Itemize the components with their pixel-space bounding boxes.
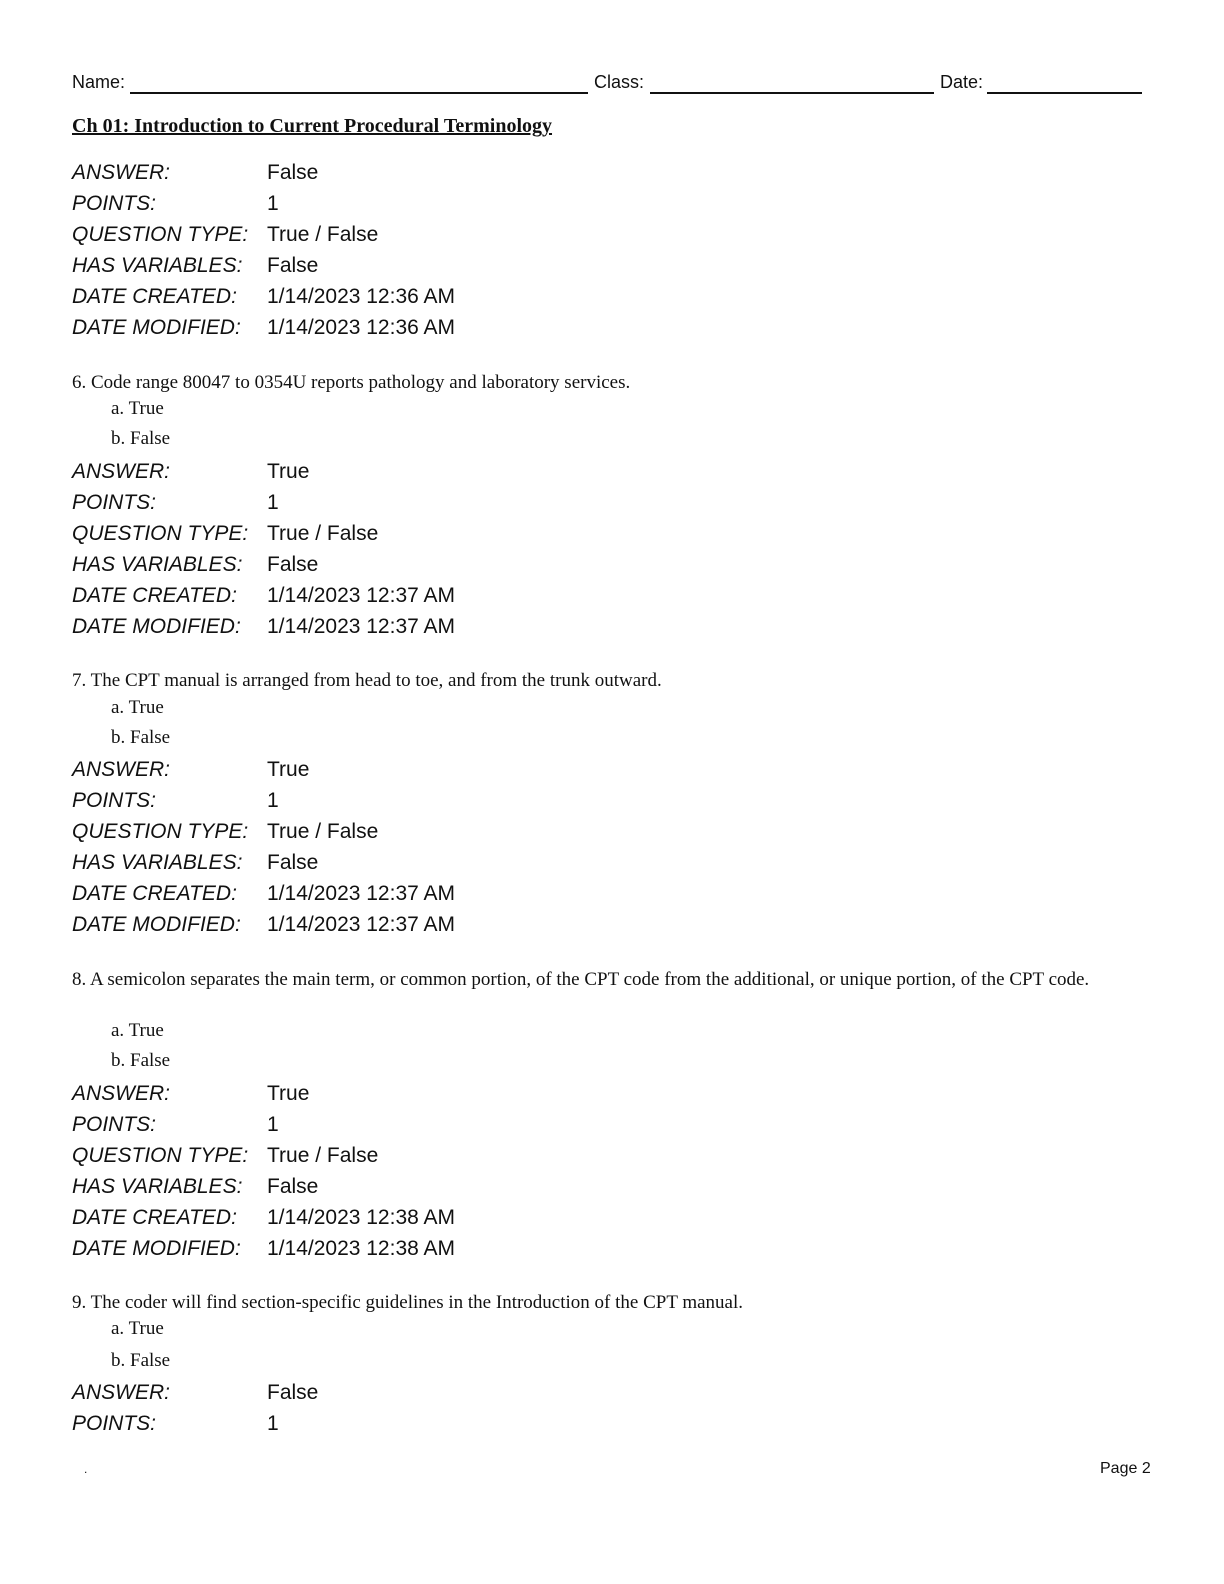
question-7-option-a[interactable]: a. True — [111, 697, 164, 718]
worksheet-header — [72, 72, 1142, 98]
has-variables-label: HAS VARIABLES: — [72, 553, 243, 576]
date-created-label: DATE CREATED: — [72, 1206, 237, 1229]
has-variables-value: False — [267, 851, 319, 874]
date-modified-value: 1/14/2023 12:37 AM — [267, 913, 455, 936]
name-label: Name: — [72, 72, 126, 92]
points-value: 1 — [267, 789, 279, 812]
date-modified-value: 1/14/2023 12:37 AM — [267, 615, 455, 638]
chapter-title: Ch 01: Introduction to Current Procedural Terminology — [72, 115, 553, 137]
question-type-value: True / False — [267, 820, 379, 843]
page-number: Page 2 — [1100, 1460, 1151, 1477]
date-created-value: 1/14/2023 12:38 AM — [267, 1206, 455, 1229]
question-9-option-a[interactable]: a. True — [111, 1318, 164, 1339]
points-label: POINTS: — [72, 491, 157, 514]
has-variables-label: HAS VARIABLES: — [72, 254, 243, 277]
question-9-option-b[interactable]: b. False — [111, 1350, 171, 1371]
question-type-label: QUESTION TYPE: — [72, 820, 249, 843]
answer-label: ANSWER: — [72, 1381, 171, 1404]
question-type-value: True / False — [267, 223, 379, 246]
has-variables-value: False — [267, 1175, 319, 1198]
question-8-option-a[interactable]: a. True — [111, 1020, 164, 1041]
date-modified-label: DATE MODIFIED: — [72, 316, 241, 339]
date-created-value: 1/14/2023 12:37 AM — [267, 584, 455, 607]
question-6-option-a[interactable]: a. True — [111, 398, 164, 419]
answer-value: False — [267, 1381, 319, 1404]
answer-value: True — [267, 460, 310, 483]
question-6-text: 6. Code range 80047 to 0354U reports pathology and laboratory services. — [72, 372, 631, 393]
date-created-label: DATE CREATED: — [72, 882, 237, 905]
points-label: POINTS: — [72, 1412, 157, 1435]
question-type-label: QUESTION TYPE: — [72, 1144, 249, 1167]
answer-value: True — [267, 1082, 310, 1105]
question-8-option-b[interactable]: b. False — [111, 1050, 171, 1071]
question-type-value: True / False — [267, 1144, 379, 1167]
metadata-block-q8 — [72, 1078, 455, 1264]
date-label: Date: — [940, 72, 984, 92]
answer-value: True — [267, 758, 310, 781]
metadata-block-q6 — [72, 456, 455, 642]
points-value: 1 — [267, 1412, 279, 1435]
answer-value: False — [267, 161, 319, 184]
question-9-text: 9. The coder will find section-specific guidelines in the Introduction of the CPT manual. — [72, 1292, 744, 1313]
has-variables-value: False — [267, 254, 319, 277]
points-value: 1 — [267, 192, 279, 215]
points-value: 1 — [267, 491, 279, 514]
points-label: POINTS: — [72, 1113, 157, 1136]
question-type-value: True / False — [267, 522, 379, 545]
date-created-label: DATE CREATED: — [72, 584, 237, 607]
question-6-option-b[interactable]: b. False — [111, 428, 171, 449]
question-type-label: QUESTION TYPE: — [72, 522, 249, 545]
has-variables-label: HAS VARIABLES: — [72, 1175, 243, 1198]
question-7-option-b[interactable]: b. False — [111, 727, 171, 748]
name-field[interactable] — [130, 92, 588, 94]
footer-dot: . — [84, 1462, 88, 1476]
points-label: POINTS: — [72, 192, 157, 215]
answer-label: ANSWER: — [72, 460, 171, 483]
points-label: POINTS: — [72, 789, 157, 812]
date-modified-value: 1/14/2023 12:38 AM — [267, 1237, 455, 1260]
has-variables-label: HAS VARIABLES: — [72, 851, 243, 874]
date-modified-label: DATE MODIFIED: — [72, 1237, 241, 1260]
question-8-text: 8. A semicolon separates the main term, or common portion, of the CPT code from the additional, or unique portion, of the CPT code. — [72, 969, 1090, 990]
date-created-value: 1/14/2023 12:37 AM — [267, 882, 455, 905]
answer-label: ANSWER: — [72, 161, 171, 184]
metadata-block-q7 — [72, 754, 455, 940]
has-variables-value: False — [267, 553, 319, 576]
date-field[interactable] — [987, 92, 1142, 94]
date-created-label: DATE CREATED: — [72, 285, 237, 308]
metadata-block-q5 — [72, 157, 455, 343]
date-created-value: 1/14/2023 12:36 AM — [267, 285, 455, 308]
class-label: Class: — [594, 72, 645, 92]
date-modified-label: DATE MODIFIED: — [72, 913, 241, 936]
answer-label: ANSWER: — [72, 1082, 171, 1105]
date-modified-value: 1/14/2023 12:36 AM — [267, 316, 455, 339]
question-type-label: QUESTION TYPE: — [72, 223, 249, 246]
metadata-block-q9 — [72, 1377, 318, 1439]
question-7-text: 7. The CPT manual is arranged from head to toe, and from the trunk outward. — [72, 670, 662, 691]
date-modified-label: DATE MODIFIED: — [72, 615, 241, 638]
class-field[interactable] — [650, 92, 934, 94]
answer-label: ANSWER: — [72, 758, 171, 781]
points-value: 1 — [267, 1113, 279, 1136]
